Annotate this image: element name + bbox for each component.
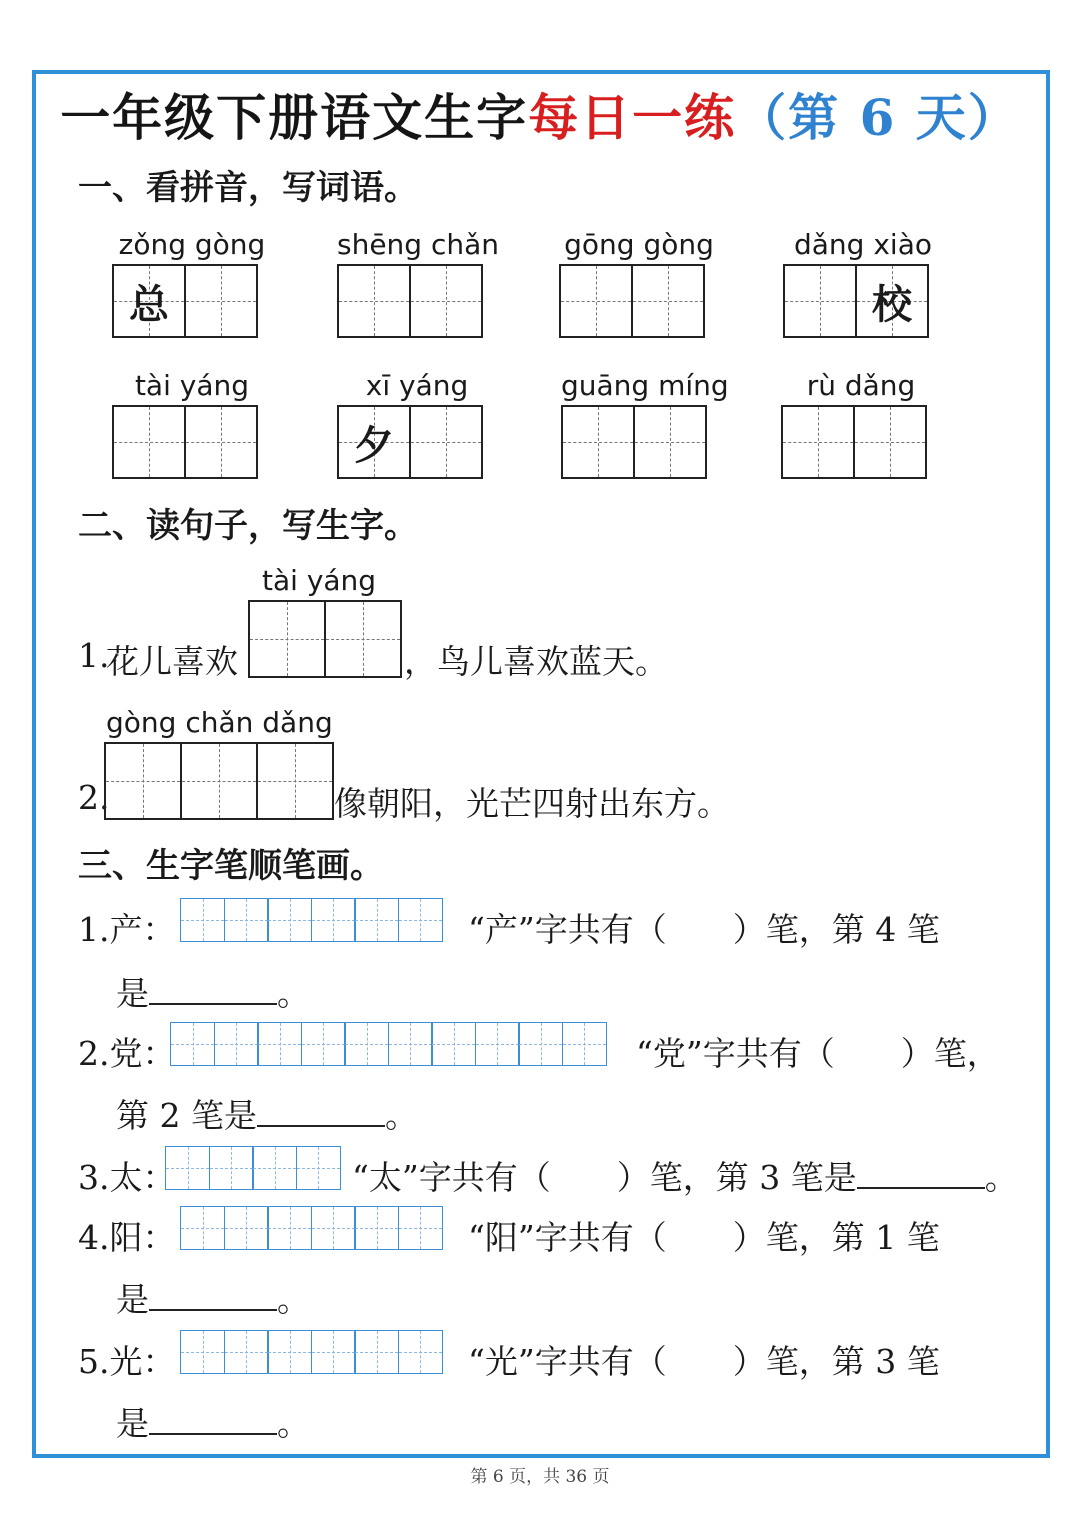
answer-blank[interactable] [149, 973, 277, 1005]
writing-box[interactable] [783, 264, 857, 338]
word-2: shēng chǎn [337, 228, 497, 338]
stroke-item-5: 5.光： [78, 1342, 176, 1381]
word-1: zǒng gòng 总 [112, 228, 272, 338]
section3-heading: 三、生字笔顺笔画。 [78, 846, 384, 886]
answer-blank[interactable] [257, 1095, 385, 1127]
answer-blank[interactable] [149, 1403, 277, 1435]
stroke-boxes-5[interactable] [180, 1330, 443, 1374]
writing-box[interactable] [853, 405, 927, 479]
writing-box[interactable] [112, 405, 186, 479]
writing-box[interactable] [104, 742, 182, 820]
writing-box[interactable] [324, 600, 402, 678]
writing-box[interactable] [409, 264, 483, 338]
stroke-item-4: 4.阳： [78, 1218, 176, 1257]
word-5: tài yáng [112, 369, 272, 479]
page-footer: 第 6 页，共 36 页 [470, 1467, 610, 1487]
stroke-boxes-4[interactable] [180, 1206, 443, 1250]
writing-box[interactable] [559, 264, 633, 338]
stroke-item-3: 3.太： [78, 1158, 176, 1197]
writing-box[interactable] [184, 264, 258, 338]
stroke-boxes-2[interactable] [170, 1022, 607, 1066]
word-8: rù dǎng [781, 369, 941, 479]
section2-heading: 二、读句子，写生字。 [78, 506, 418, 546]
word-6: xī yáng 夕 [337, 369, 497, 479]
writing-box[interactable] [631, 264, 705, 338]
stroke-item-2: 2.党： [78, 1034, 176, 1073]
writing-box[interactable]: 总 [112, 264, 186, 338]
writing-box[interactable]: 夕 [337, 405, 411, 479]
word-7: guāng míng [561, 369, 721, 479]
writing-box[interactable] [248, 600, 326, 678]
stroke-item-1: 1.产： [78, 910, 176, 949]
writing-box[interactable] [633, 405, 707, 479]
writing-box[interactable] [256, 742, 334, 820]
page-title: 一年级下册语文生字每日一练（第 6 天） [60, 88, 1020, 147]
word-4: dǎng xiào 校 [783, 228, 943, 338]
section1-heading: 一、看拼音，写词语。 [78, 168, 418, 208]
writing-box[interactable] [781, 405, 855, 479]
writing-box[interactable] [180, 742, 258, 820]
writing-box[interactable] [184, 405, 258, 479]
stroke-boxes-1[interactable] [180, 898, 443, 942]
answer-blank[interactable] [857, 1157, 985, 1189]
writing-box[interactable] [409, 405, 483, 479]
writing-box[interactable] [337, 264, 411, 338]
stroke-boxes-3[interactable] [165, 1146, 341, 1190]
word-3: gōng gòng [559, 228, 719, 338]
writing-box[interactable]: 校 [855, 264, 929, 338]
writing-box[interactable] [561, 405, 635, 479]
answer-blank[interactable] [149, 1279, 277, 1311]
